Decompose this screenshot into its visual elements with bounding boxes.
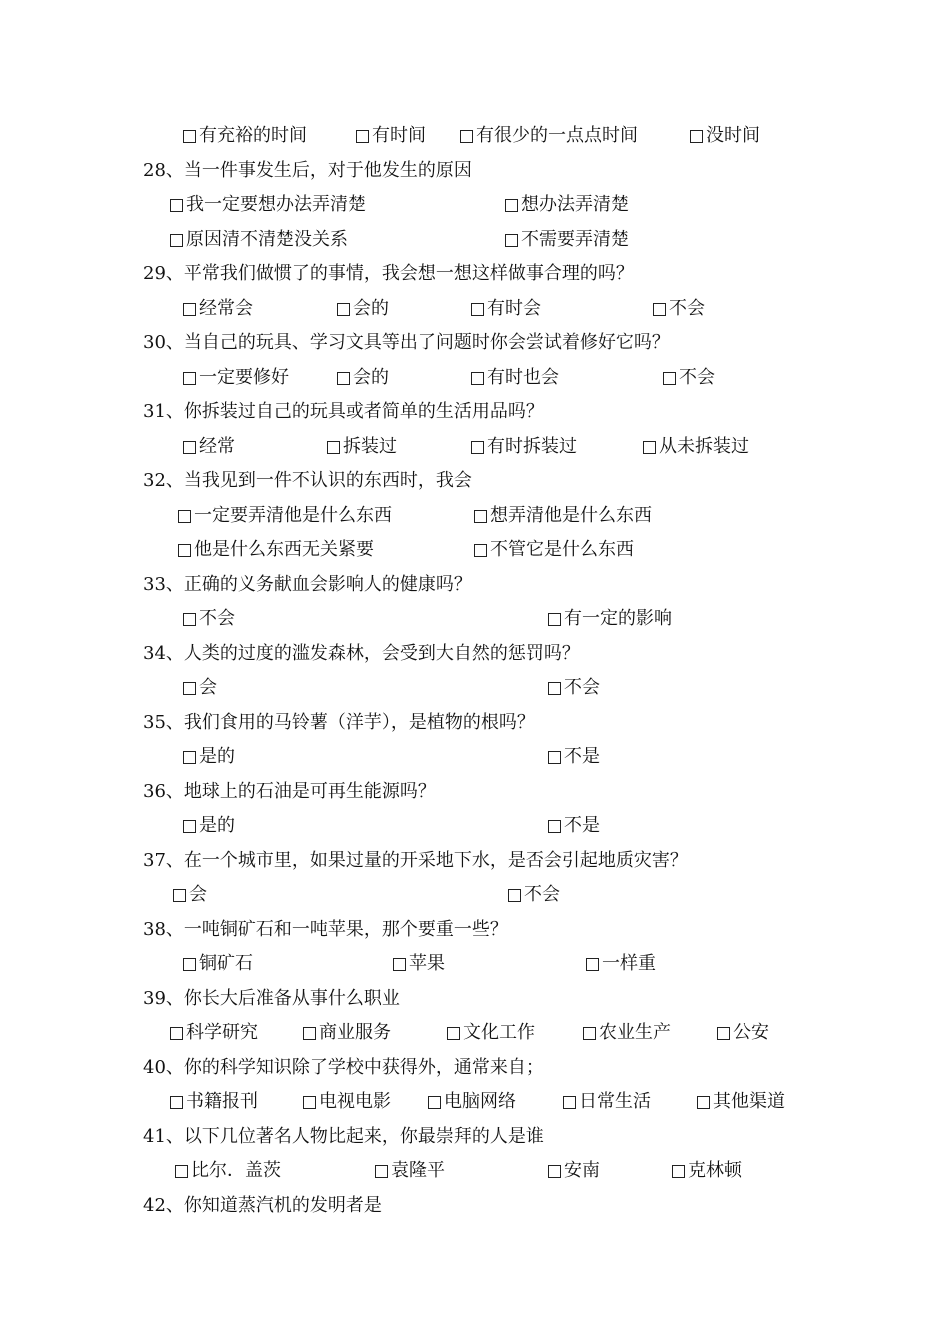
answer-option[interactable] — [717, 1016, 769, 1050]
question-row — [0, 154, 950, 188]
options-row — [0, 602, 950, 636]
checkbox-icon[interactable] — [428, 1096, 441, 1109]
answer-option[interactable] — [548, 809, 600, 843]
checkbox-icon[interactable] — [183, 820, 196, 833]
question-row — [0, 395, 950, 429]
checkbox-icon[interactable] — [183, 441, 196, 454]
checkbox-icon[interactable] — [471, 303, 484, 316]
answer-option[interactable] — [508, 878, 560, 912]
checkbox-icon[interactable] — [505, 234, 518, 247]
options-row — [0, 361, 950, 395]
option-label: 想弄清他是什么东西 — [490, 505, 652, 526]
checkbox-icon[interactable] — [697, 1096, 710, 1109]
option-label: 农业生产 — [599, 1022, 671, 1043]
checkbox-icon[interactable] — [672, 1165, 685, 1178]
checkbox-icon[interactable] — [170, 199, 183, 212]
answer-option[interactable] — [170, 188, 366, 222]
checkbox-icon[interactable] — [583, 1027, 596, 1040]
question-text: 40、你的科学知识除了学校中获得外，通常来自； — [143, 1057, 544, 1078]
checkbox-icon[interactable] — [178, 544, 191, 557]
options-row — [0, 223, 950, 257]
option-label: 科学研究 — [186, 1022, 258, 1043]
checkbox-icon[interactable] — [393, 958, 406, 971]
option-label: 一定要弄清他是什么东西 — [194, 505, 392, 526]
option-label: 有充裕的时间 — [199, 125, 307, 146]
option-label: 没时间 — [706, 125, 760, 146]
question-text: 38、一吨铜矿石和一吨苹果，那个要重一些？ — [143, 919, 508, 940]
options-row — [0, 671, 950, 705]
answer-option[interactable] — [183, 119, 307, 153]
answer-option[interactable] — [303, 1085, 391, 1119]
option-label: 会的 — [353, 367, 389, 388]
answer-option[interactable] — [474, 533, 634, 567]
option-label: 会 — [199, 677, 217, 698]
answer-option[interactable] — [428, 1085, 516, 1119]
option-label: 文化工作 — [463, 1022, 535, 1043]
checkbox-icon[interactable] — [548, 751, 561, 764]
answer-option[interactable] — [548, 671, 600, 705]
question-text: 37、在一个城市里，如果过量的开采地下水，是否会引起地质灾害？ — [143, 850, 688, 871]
option-label: 有时拆装过 — [487, 436, 577, 457]
checkbox-icon[interactable] — [563, 1096, 576, 1109]
answer-option[interactable] — [327, 430, 397, 464]
answer-option[interactable] — [548, 602, 672, 636]
option-label: 不需要弄清楚 — [521, 229, 629, 250]
checkbox-icon[interactable] — [183, 372, 196, 385]
answer-option[interactable] — [183, 602, 235, 636]
answer-option[interactable] — [183, 809, 235, 843]
option-label: 比尔．盖茨 — [191, 1160, 281, 1181]
checkbox-icon[interactable] — [303, 1096, 316, 1109]
options-row — [0, 1154, 950, 1188]
checkbox-icon[interactable] — [170, 234, 183, 247]
option-label: 拆装过 — [343, 436, 397, 457]
answer-option[interactable] — [505, 188, 629, 222]
options-row — [0, 533, 950, 567]
question-row — [0, 1051, 950, 1085]
option-label: 想办法弄清楚 — [521, 194, 629, 215]
checkbox-icon[interactable] — [474, 544, 487, 557]
option-label: 有很少的一点点时间 — [476, 125, 638, 146]
question-row — [0, 913, 950, 947]
answer-option[interactable] — [663, 361, 715, 395]
option-label: 不会 — [199, 608, 235, 629]
question-text: 28、当一件事发生后，对于他发生的原因 — [143, 160, 472, 181]
checkbox-icon[interactable] — [653, 303, 666, 316]
option-label: 会 — [189, 884, 207, 905]
checkbox-icon[interactable] — [183, 751, 196, 764]
option-label: 经常会 — [199, 298, 253, 319]
checkbox-icon[interactable] — [643, 441, 656, 454]
option-label: 不会 — [564, 677, 600, 698]
options-row — [0, 499, 950, 533]
checkbox-icon[interactable] — [337, 303, 350, 316]
option-label: 不管它是什么东西 — [490, 539, 634, 560]
checkbox-icon[interactable] — [175, 1165, 188, 1178]
option-label: 袁隆平 — [391, 1160, 445, 1181]
answer-option[interactable] — [175, 1154, 281, 1188]
answer-option[interactable] — [183, 361, 289, 395]
checkbox-icon[interactable] — [548, 682, 561, 695]
option-label: 是的 — [199, 746, 235, 767]
question-text: 32、当我见到一件不认识的东西时，我会 — [143, 470, 472, 491]
option-label: 克林顿 — [688, 1160, 742, 1181]
answer-option[interactable] — [471, 292, 541, 326]
question-text: 34、人类的过度的滥发森林，会受到大自然的惩罚吗？ — [143, 643, 580, 664]
options-row — [0, 740, 950, 774]
options-row — [0, 119, 950, 153]
option-label: 不是 — [564, 746, 600, 767]
option-label: 一定要修好 — [199, 367, 289, 388]
question-text: 35、我们食用的马铃薯（洋芋），是植物的根吗？ — [143, 712, 535, 733]
question-text: 31、你拆装过自己的玩具或者简单的生活用品吗？ — [143, 401, 544, 422]
question-text: 36、地球上的石油是可再生能源吗？ — [143, 781, 436, 802]
option-label: 他是什么东西无关紧要 — [194, 539, 374, 560]
answer-option[interactable] — [170, 1016, 258, 1050]
option-label: 安南 — [564, 1160, 600, 1181]
answer-option[interactable] — [183, 947, 253, 981]
checkbox-icon[interactable] — [356, 130, 369, 143]
checkbox-icon[interactable] — [663, 372, 676, 385]
checkbox-icon[interactable] — [183, 130, 196, 143]
answer-option[interactable] — [653, 292, 705, 326]
option-label: 公安 — [733, 1022, 769, 1043]
option-label: 电脑网络 — [444, 1091, 516, 1112]
question-text: 41、以下几位著名人物比起来，你最崇拜的人是谁 — [143, 1126, 544, 1147]
answer-option[interactable] — [183, 430, 235, 464]
answer-option[interactable] — [586, 947, 656, 981]
option-label: 其他渠道 — [713, 1091, 785, 1112]
answer-option[interactable] — [183, 292, 253, 326]
options-row — [0, 1085, 950, 1119]
option-label: 从未拆装过 — [659, 436, 749, 457]
option-label: 有时会 — [487, 298, 541, 319]
checkbox-icon[interactable] — [170, 1027, 183, 1040]
checkbox-icon[interactable] — [183, 303, 196, 316]
question-text: 30、当自己的玩具、学习文具等出了问题时你会尝试着修好它吗？ — [143, 332, 670, 353]
checkbox-icon[interactable] — [505, 199, 518, 212]
answer-option[interactable] — [178, 499, 392, 533]
options-row — [0, 947, 950, 981]
option-label: 一样重 — [602, 953, 656, 974]
question-row — [0, 464, 950, 498]
answer-option[interactable] — [548, 1154, 600, 1188]
option-label: 铜矿石 — [199, 953, 253, 974]
answer-option[interactable] — [393, 947, 445, 981]
checkbox-icon[interactable] — [548, 820, 561, 833]
question-text: 42、你知道蒸汽机的发明者是 — [143, 1195, 382, 1216]
checkbox-icon[interactable] — [178, 510, 191, 523]
answer-option[interactable] — [337, 361, 389, 395]
option-label: 电视电影 — [319, 1091, 391, 1112]
answer-option[interactable] — [356, 119, 426, 153]
checkbox-icon[interactable] — [170, 1096, 183, 1109]
option-label: 苹果 — [409, 953, 445, 974]
option-label: 原因清不清楚没关系 — [186, 229, 348, 250]
question-row — [0, 568, 950, 602]
checkbox-icon[interactable] — [508, 889, 521, 902]
answer-option[interactable] — [690, 119, 760, 153]
answer-option[interactable] — [447, 1016, 535, 1050]
answer-option[interactable] — [375, 1154, 445, 1188]
options-row — [0, 809, 950, 843]
checkbox-icon[interactable] — [460, 130, 473, 143]
question-row — [0, 326, 950, 360]
option-label: 商业服务 — [319, 1022, 391, 1043]
option-label: 日常生活 — [579, 1091, 651, 1112]
option-label: 经常 — [199, 436, 235, 457]
option-label: 有一定的影响 — [564, 608, 672, 629]
question-row — [0, 775, 950, 809]
question-row — [0, 637, 950, 671]
option-label: 有时间 — [372, 125, 426, 146]
question-row — [0, 844, 950, 878]
option-label: 不是 — [564, 815, 600, 836]
checkbox-icon[interactable] — [548, 613, 561, 626]
answer-option[interactable] — [183, 671, 217, 705]
checkbox-icon[interactable] — [327, 441, 340, 454]
options-row — [0, 878, 950, 912]
answer-option[interactable] — [173, 878, 207, 912]
option-label: 不会 — [679, 367, 715, 388]
options-row — [0, 430, 950, 464]
option-label: 我一定要想办法弄清楚 — [186, 194, 366, 215]
option-label: 会的 — [353, 298, 389, 319]
options-row — [0, 188, 950, 222]
checkbox-icon[interactable] — [717, 1027, 730, 1040]
answer-option[interactable] — [548, 740, 600, 774]
answer-option[interactable] — [178, 533, 374, 567]
answer-option[interactable] — [583, 1016, 671, 1050]
checkbox-icon[interactable] — [303, 1027, 316, 1040]
checkbox-icon[interactable] — [375, 1165, 388, 1178]
checkbox-icon[interactable] — [690, 130, 703, 143]
answer-option[interactable] — [471, 361, 559, 395]
checkbox-icon[interactable] — [183, 613, 196, 626]
checkbox-icon[interactable] — [471, 441, 484, 454]
question-text: 33、正确的义务献血会影响人的健康吗？ — [143, 574, 472, 595]
answer-option[interactable] — [643, 430, 749, 464]
option-label: 书籍报刊 — [186, 1091, 258, 1112]
answer-option[interactable] — [505, 223, 629, 257]
option-label: 不会 — [524, 884, 560, 905]
answer-option[interactable] — [460, 119, 638, 153]
checkbox-icon[interactable] — [183, 958, 196, 971]
answer-option[interactable] — [474, 499, 652, 533]
option-label: 不会 — [669, 298, 705, 319]
answer-option[interactable] — [170, 223, 348, 257]
question-text: 29、平常我们做惯了的事情，我会想一想这样做事合理的吗？ — [143, 263, 634, 284]
answer-option[interactable] — [183, 740, 235, 774]
answer-option[interactable] — [672, 1154, 742, 1188]
answer-option[interactable] — [337, 292, 389, 326]
checkbox-icon[interactable] — [183, 682, 196, 695]
question-text: 39、你长大后准备从事什么职业 — [143, 988, 400, 1009]
checkbox-icon[interactable] — [173, 889, 186, 902]
checkbox-icon[interactable] — [586, 958, 599, 971]
question-row — [0, 706, 950, 740]
options-row — [0, 1016, 950, 1050]
checkbox-icon[interactable] — [471, 372, 484, 385]
question-row — [0, 257, 950, 291]
option-label: 是的 — [199, 815, 235, 836]
question-row — [0, 982, 950, 1016]
question-row — [0, 1120, 950, 1154]
answer-option[interactable] — [303, 1016, 391, 1050]
option-label: 有时也会 — [487, 367, 559, 388]
checkbox-icon[interactable] — [548, 1165, 561, 1178]
answer-option[interactable] — [697, 1085, 785, 1119]
options-row — [0, 292, 950, 326]
checkbox-icon[interactable] — [447, 1027, 460, 1040]
checkbox-icon[interactable] — [474, 510, 487, 523]
checkbox-icon[interactable] — [337, 372, 350, 385]
answer-option[interactable] — [563, 1085, 651, 1119]
question-row — [0, 1189, 950, 1223]
answer-option[interactable] — [471, 430, 577, 464]
answer-option[interactable] — [170, 1085, 258, 1119]
